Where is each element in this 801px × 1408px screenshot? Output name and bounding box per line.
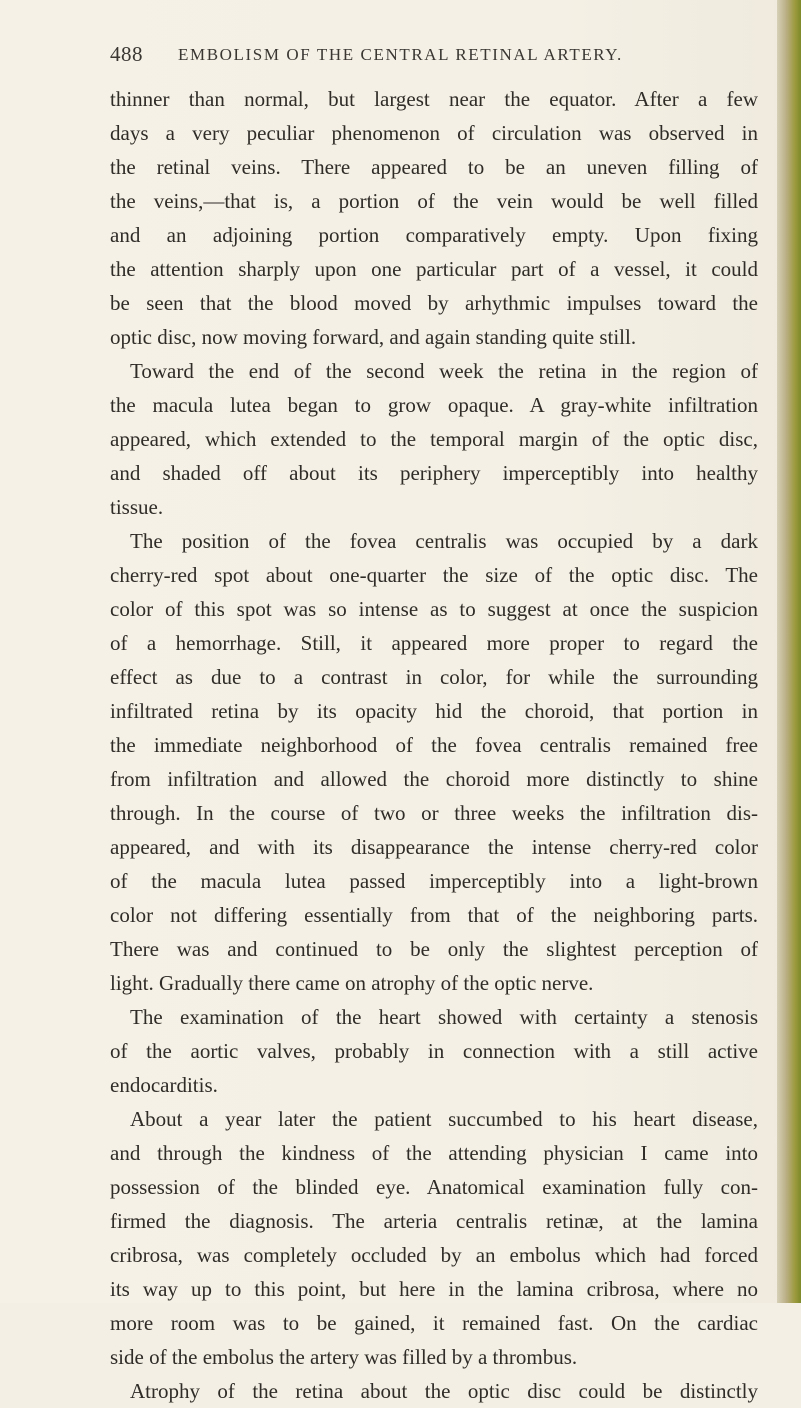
paragraph-first-line: Toward the end of the second week the retina in the region of xyxy=(130,359,758,383)
paragraph-first-line: About a year later the patient succumbed to his heart disease, xyxy=(130,1107,758,1131)
text-line: days a very peculiar phenomenon of circulation was observed in xyxy=(110,121,758,145)
text-line: possession of the blinded eye. Anatomical examination fully con- xyxy=(110,1175,758,1199)
text-line: and shaded off about its periphery imperceptibly into healthy xyxy=(110,461,758,485)
text-line: tissue. xyxy=(110,495,164,519)
text-line: endocarditis. xyxy=(110,1073,218,1097)
text-line: from infiltration and allowed the choroid more distinctly to shine xyxy=(110,767,758,791)
text-line: the immediate neighborhood of the fovea centralis remained free xyxy=(110,733,758,757)
text-line: side of the embolus the artery was filled by a thrombus. xyxy=(110,1345,578,1369)
text-line: light. Gradually there came on atrophy of the optic nerve. xyxy=(110,971,594,995)
paragraph-first-line: The position of the fovea centralis was occupied by a dark xyxy=(130,529,758,553)
text-line: effect as due to a contrast in color, for while the surrounding xyxy=(110,665,758,689)
text-line: appeared, which extended to the temporal margin of the optic disc, xyxy=(110,427,758,451)
text-line: be seen that the blood moved by arhythmic impulses toward the xyxy=(110,291,758,315)
text-line: infiltrated retina by its opacity hid the choroid, that portion in xyxy=(110,699,758,723)
text-line: and through the kindness of the attending physician I came into xyxy=(110,1141,758,1165)
text-line: the attention sharply upon one particular part of a vessel, it could xyxy=(110,257,758,281)
text-line: and an adjoining portion comparatively empty. Upon fixing xyxy=(110,223,758,247)
text-line: of the aortic valves, probably in connection with a still active xyxy=(110,1039,758,1063)
text-line: of the macula lutea passed imperceptibly into a light-brown xyxy=(110,869,758,893)
text-line: the veins,—that is, a portion of the vein would be well filled xyxy=(110,189,758,213)
text-line: optic disc, now moving forward, and again standing quite still. xyxy=(110,325,637,349)
text-line: color not differing essentially from that of the neighboring parts. xyxy=(110,903,758,927)
page-binding-edge xyxy=(777,0,801,1303)
page-number: 488 xyxy=(110,42,143,66)
text-line: cribrosa, was completely occluded by an embolus which had forced xyxy=(110,1243,758,1267)
text-line: appeared, and with its disappearance the intense cherry-red color xyxy=(110,835,758,859)
text-line: cherry-red spot about one-quarter the size of the optic disc. The xyxy=(110,563,758,587)
text-line: its way up to this point, but here in the lamina cribrosa, where no xyxy=(110,1277,758,1301)
body-text xyxy=(110,82,758,1408)
paragraph-first-line: Atrophy of the retina about the optic disc could be distinctly xyxy=(130,1379,758,1403)
text-line: of a hemorrhage. Still, it appeared more proper to regard the xyxy=(110,631,758,655)
text-line: the retinal veins. There appeared to be an uneven filling of xyxy=(110,155,758,179)
text-line: There was and continued to be only the slightest perception of xyxy=(110,937,758,961)
running-head xyxy=(110,42,710,72)
text-line: firmed the diagnosis. The arteria centralis retinæ, at the lamina xyxy=(110,1209,758,1233)
running-head-title: EMBOLISM OF THE CENTRAL RETINAL ARTERY. xyxy=(178,45,623,64)
text-line: thinner than normal, but largest near the equator. After a few xyxy=(110,87,758,111)
text-line: the macula lutea began to grow opaque. A gray-white infiltration xyxy=(110,393,758,417)
text-line: through. In the course of two or three weeks the infiltration dis- xyxy=(110,801,758,825)
paragraph-first-line: The examination of the heart showed with certainty a stenosis xyxy=(130,1005,758,1029)
text-line: more room was to be gained, it remained fast. On the cardiac xyxy=(110,1311,758,1335)
text-line: color of this spot was so intense as to suggest at once the suspicion xyxy=(110,597,758,621)
